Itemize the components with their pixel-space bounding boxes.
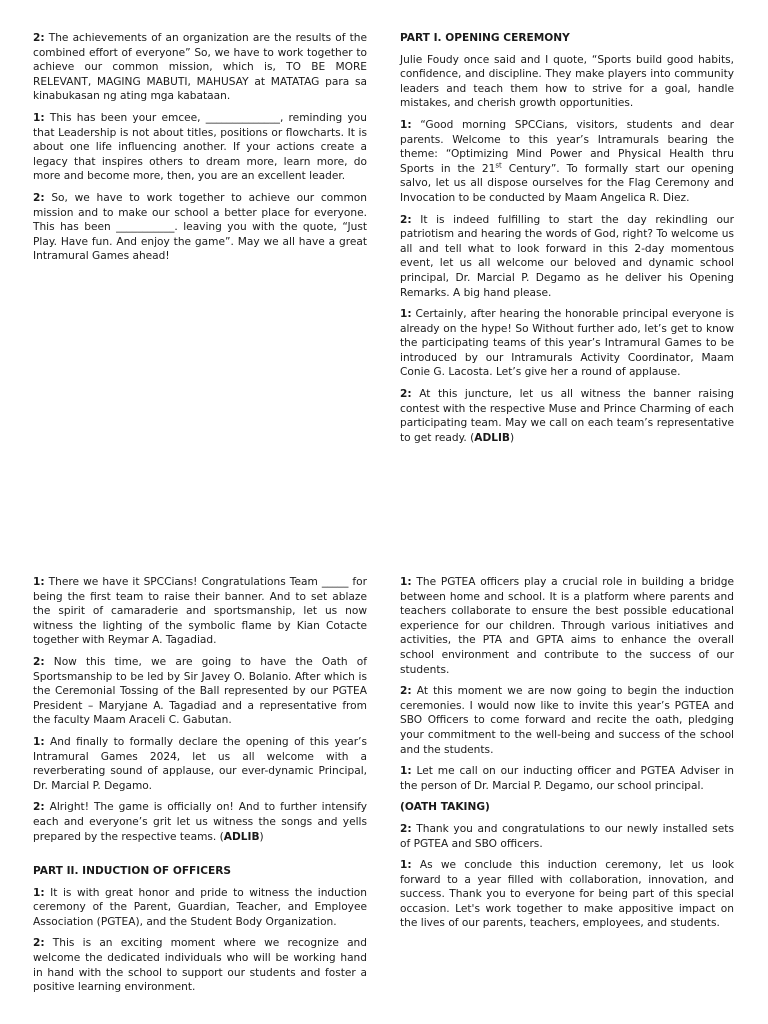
paragraph-text: And finally to formally declare the opening of this year’s Intramural Games 2024, let us all welcome with a reverberating sound of applause, our ever-dynamic Principal, Dr. Marcial P. Degamo. — [33, 735, 367, 792]
section-heading: PART I. OPENING CEREMONY — [400, 32, 570, 44]
paragraph — [400, 822, 734, 851]
oath-taking-label: (OATH TAKING) — [400, 801, 490, 814]
paragraph — [33, 735, 367, 793]
paragraph-text: Let me call on our inducting officer and PGTEA Adviser in the person of Dr. Marcial P. Degamo, our school principal. — [400, 765, 734, 792]
paragraph-text: It is indeed fulfilling to start the day rekindling our patriotism and hearing the words of God, right? To welcome us all and tell what to look forward in this 2-day momentous event, let us all welcome our beloved and dynamic school principal, Dr. Marcial P. Degamo as he deliver his Opening Remarks. A big hand please. — [400, 213, 734, 299]
speaker-label: 1: — [400, 765, 412, 778]
paragraph — [33, 31, 367, 104]
paragraph-text: The achievements of an organization are the results of the combined effort of everyone” So, we have to work together to achieve our common mission, which is, TO BE MORE RELEVANT, MAGING MABUTI, MAHUSAY at MATATAG para sa kinabukasan ng ating mga kabataan. — [33, 32, 367, 103]
paragraph — [400, 387, 734, 445]
paragraph-text: Thank you and congratulations to our newly installed sets of PGTEA and SBO officers. — [400, 822, 734, 850]
paragraph — [33, 655, 367, 728]
paragraph — [33, 886, 367, 930]
speaker-label: 2: — [33, 937, 45, 950]
speaker-label: 2: — [33, 32, 45, 44]
paragraph-text: This is an exciting moment where we recognize and welcome the dedicated individuals who will be working hand in hand with the school to support our students and foster a positive learning environment. — [33, 937, 367, 994]
speaker-label: 2: — [400, 213, 412, 226]
paragraph — [400, 684, 734, 757]
section-heading: PART II. INDUCTION OF OFFICERS — [33, 865, 232, 878]
bottom-left-column — [33, 575, 367, 1002]
paragraph-text: At this juncture, let us all witness the banner raising contest with the respective Muse and Prince Charming of each participating team. May we call on each team’s representative to get ready. ( — [400, 388, 734, 444]
superscript: st — [495, 161, 502, 170]
speaker-label: 2: — [33, 191, 45, 204]
intro-paragraph: Julie Foudy once said and I quote, “Sports build good habits, confidence, and discipline. They make players into community leaders and teach them how to strive for a goal, handle mistakes, and cherish growth opportunities. — [400, 53, 734, 110]
paragraph-text: Century”. To formally start our opening salvo, let us all dispose ourselves for the Flag Ceremony and Invocation to be conducted by Maam Angelica R. Diez. — [400, 162, 734, 204]
speaker-label: 2: — [33, 801, 45, 814]
bottom-right-column — [400, 575, 734, 938]
paragraph — [33, 191, 367, 264]
paragraph — [33, 111, 367, 184]
paragraph-text: Certainly, after hearing the honorable principal everyone is already on the hype! So Without further ado, let’s get to know the participating teams of this year’s Intramural Games to be introduced by our Intramurals Activity Coordinator, Maam Conie G. Lacosta. Let’s give her a round of applause. — [400, 308, 734, 379]
speaker-label: 2: — [400, 685, 412, 698]
top-left-column — [33, 31, 367, 271]
paragraph-text: ) — [259, 830, 264, 843]
speaker-label: 1: — [400, 576, 412, 588]
paragraph-text: Alright! The game is officially on! And to further intensify each and everyone’s grit let us witness the songs and yells prepared by the respective teams. ( — [33, 801, 367, 843]
paragraph — [400, 118, 734, 206]
paragraph-text: The PGTEA officers play a crucial role in building a bridge between home and school. It is a platform where parents and teachers collaborate to ensure the best possible educational experience for our children. Through various initiatives and activities, the PTA and GPTA aims to enhance the overall school environment and contribute to the success of our students. — [400, 576, 734, 676]
paragraph — [33, 800, 367, 844]
paragraph — [400, 213, 734, 301]
paragraph-text: It is with great honor and pride to witness the induction ceremony of the Parent, Guardian, Teacher, and Employee Association (PGTEA), and the Student Body Organization. — [33, 886, 367, 928]
adlib-label: ADLIB — [474, 431, 511, 444]
paragraph — [400, 575, 734, 677]
paragraph-text: ) — [510, 431, 515, 444]
top-right-column — [400, 31, 734, 452]
paragraph — [33, 936, 367, 994]
speaker-label: 1: — [33, 735, 45, 748]
speaker-label: 1: — [400, 308, 412, 321]
paragraph-text: Now this time, we are going to have the Oath of Sportsmanship to be led by Sir Javey O. Bolanio. After which is the Ceremonial Tossing of the Ball represented by our PGTEA President – Maryjane A. Tagadiad and a representative from the faculty Maam Araceli C. Gabutan. — [33, 655, 367, 727]
speaker-label: 2: — [400, 388, 412, 401]
paragraph — [33, 575, 367, 648]
paragraph-text: “Good morning SPCCians, visitors, students and dear parents. Welcome to this year’s Intramurals bearing the theme: “Optimizing Mind Power and Physical Health thru Sports in the 21 — [400, 118, 734, 175]
paragraph-text: There we have it SPCCians! Congratulations Team _____ for being the first team to raise their banner. And to set ablaze the spirit of camaraderie and sportsmanship, let us now witness the lighting of the symbolic flame by Kian Cotacte together with Reymar A. Tagadiad. — [33, 576, 367, 647]
speaker-label: 1: — [400, 859, 412, 872]
paragraph-text: As we conclude this induction ceremony, let us look forward to a year filled with collaboration, innovation, and success. Thank you to everyone for being part of this special occasion. Let's work together to make appositive impact on the lives of our parents, teachers, employees, and students. — [400, 859, 734, 930]
paragraph — [400, 858, 734, 931]
adlib-label: ADLIB — [223, 830, 260, 843]
paragraph — [400, 764, 734, 793]
speaker-label: 1: — [33, 111, 45, 124]
paragraph — [400, 307, 734, 380]
speaker-label: 1: — [33, 576, 45, 588]
paragraph-text: This has been your emcee, ______________, reminding you that Leadership is not about titles, positions or flowcharts. It is about one life influencing another. If your actions create a legacy that inspires others to dream more, learn more, do more and become more, then, you are an excellent leader. — [33, 111, 367, 183]
speaker-label: 1: — [33, 886, 45, 899]
paragraph-text: So, we have to work together to achieve our common mission and to make our school a better place for everyone. This has been ___________. leaving you with the quote, “Just Play. Have fun. And enjoy the game”. May we all have a great Intramural Games ahead! — [33, 191, 367, 263]
speaker-label: 2: — [33, 655, 45, 668]
speaker-label: 2: — [400, 822, 412, 835]
paragraph-text: At this moment we are now going to begin the induction ceremonies. I would now like to invite this year’s PGTEA and SBO Officers to come forward and recite the oath, pledging your commitment to the well-being and success of the school and the students. — [400, 685, 734, 756]
speaker-label: 1: — [400, 118, 412, 131]
